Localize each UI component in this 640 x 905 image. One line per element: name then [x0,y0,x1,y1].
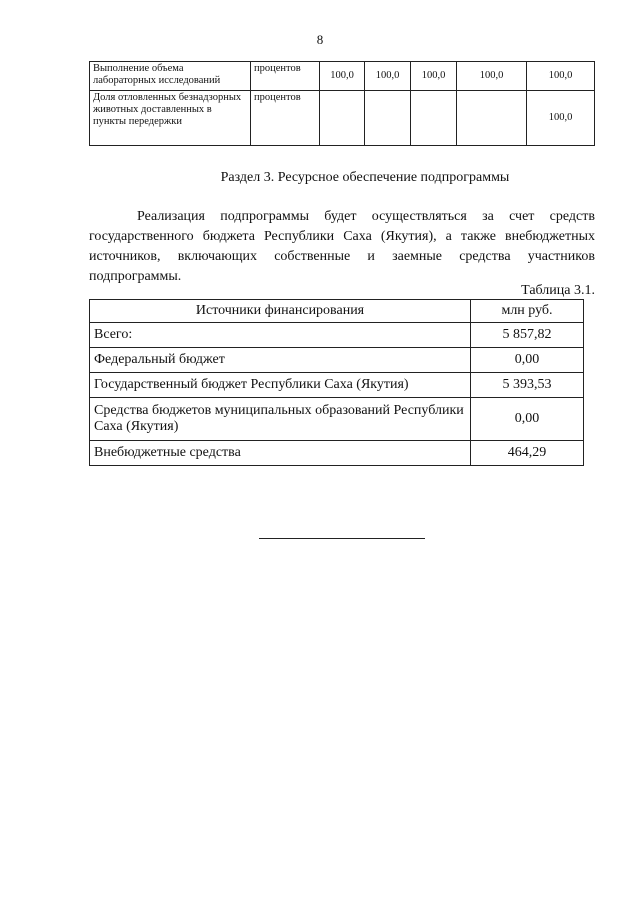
table-row [90,348,584,373]
finance-value: 0,00 [471,398,584,441]
finance-source: Всего: [90,323,471,348]
section-title: Раздел 3. Ресурсное обеспечение подпрограммы [220,170,510,185]
indicator-unit: процентов [251,91,320,146]
indicator-value: 100,0 [527,91,595,146]
header-unit: млн руб. [471,300,584,323]
finance-value: 464,29 [471,441,584,466]
table-caption: Таблица 3.1. [521,283,595,298]
page-number: 8 [316,32,324,47]
indicator-value [320,91,365,146]
table-row [90,373,584,398]
table-row [90,62,595,91]
finance-source: Средства бюджетов муниципальных образований Республики Саха (Якутия) [90,398,471,441]
header-source: Источники финансирования [90,300,471,323]
indicator-value: 100,0 [411,62,457,91]
indicator-value: 100,0 [320,62,365,91]
indicator-value [457,91,527,146]
finance-source: Внебюджетные средства [90,441,471,466]
end-divider [259,538,425,539]
indicator-unit: процентов [251,62,320,91]
indicator-value: 100,0 [365,62,411,91]
finance-value: 5 393,53 [471,373,584,398]
table-header-row [90,300,584,323]
table-row [90,91,595,146]
indicator-value [365,91,411,146]
indicator-value: 100,0 [457,62,527,91]
finance-value: 5 857,82 [471,323,584,348]
body-paragraph [89,207,595,287]
table-row [90,398,584,441]
table-row [90,323,584,348]
indicator-name: Выполнение объема лабораторных исследований [90,62,251,91]
finance-source: Государственный бюджет Республики Саха (Якутия) [90,373,471,398]
indicator-value: 100,0 [527,62,595,91]
indicator-name: Доля отловленных безнадзорных животных доставленных в пункты передержки [90,91,251,146]
indicators-table [89,61,595,146]
paragraph-text: Реализация подпрограммы будет осуществляться за счет средств государственного бюджета Республики Саха (Якутия), а также внебюджетных источников, включающих собственные и заемные средства участников подпрограммы. [89,209,595,284]
finance-table [89,299,584,466]
finance-source: Федеральный бюджет [90,348,471,373]
indicator-value [411,91,457,146]
table-row [90,441,584,466]
finance-value: 0,00 [471,348,584,373]
